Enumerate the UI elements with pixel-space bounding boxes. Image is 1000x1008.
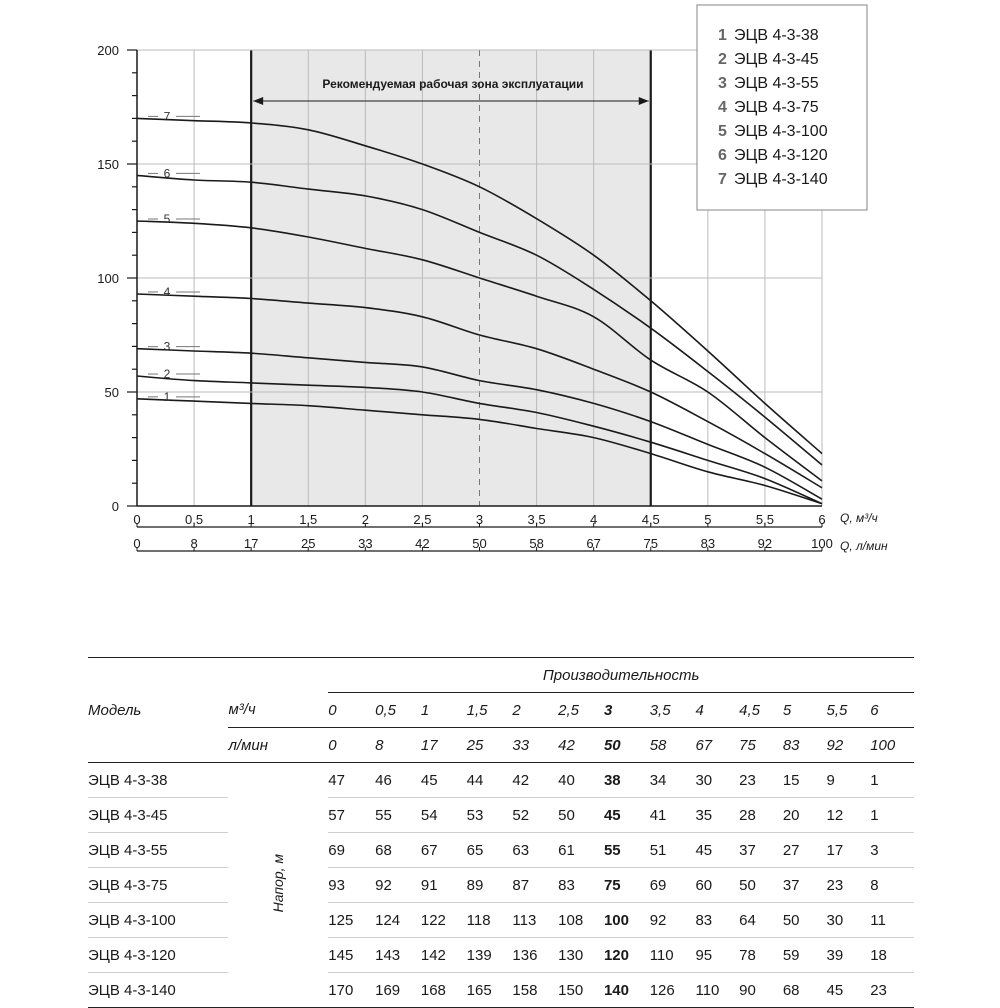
row-model: ЭЦВ 4-3-100: [88, 903, 228, 938]
table-cell: 92: [375, 868, 421, 903]
x-axis-label-m3h: Q, м³/ч: [840, 511, 878, 525]
table-cell: 42: [512, 763, 558, 798]
table-cell: 75: [604, 868, 650, 903]
table-cell: 130: [558, 938, 604, 973]
flow-m3h-cell: 1: [420, 701, 430, 719]
x-tick-label-lmin: 92: [757, 536, 773, 551]
legend-number: 7: [718, 171, 727, 188]
unit-lmin: л/мин: [228, 728, 328, 763]
flow-lmin-cell: 8: [375, 728, 421, 763]
table-cell: 100: [604, 903, 650, 938]
table-cell: 53: [467, 798, 513, 833]
header-spacer: [88, 658, 228, 693]
x-tick-label-m3h: 6: [818, 512, 826, 527]
table-cell: 50: [558, 798, 604, 833]
table-cell: 169: [375, 973, 421, 1008]
legend-number: 3: [718, 75, 727, 92]
legend-entry: ЭЦВ 4-3-45: [734, 51, 819, 68]
table-cell: 122: [421, 903, 467, 938]
table-cell: 67: [421, 833, 467, 868]
y-tick-label: 50: [104, 385, 119, 400]
table-cell: 90: [739, 973, 783, 1008]
x-tick-label-lmin: 83: [700, 536, 716, 551]
x-tick-label-m3h: 4,5: [641, 512, 660, 527]
table-cell: 136: [512, 938, 558, 973]
legend-entry: ЭЦВ 4-3-55: [734, 75, 819, 92]
x-tick-label-lmin: 17: [243, 536, 259, 551]
table-cell: 34: [650, 763, 696, 798]
table-cell: 27: [783, 833, 827, 868]
table-cell: 68: [783, 973, 827, 1008]
table-cell: 69: [650, 868, 696, 903]
flow-lmin-cell: 58: [650, 728, 696, 763]
table-cell: 110: [695, 973, 739, 1008]
flow-m3h-cell: 5,5: [826, 701, 848, 719]
table-cell: 45: [604, 798, 650, 833]
table-cell: 165: [467, 973, 513, 1008]
curve-label-3: 3: [163, 339, 171, 354]
table-cell: 50: [783, 903, 827, 938]
legend-number: 6: [718, 147, 727, 164]
x-tick-label-m3h: 5,5: [755, 512, 774, 527]
y-tick-label: 100: [97, 271, 119, 286]
table-cell: 143: [375, 938, 421, 973]
flow-m3h-cell: 4: [695, 701, 704, 719]
flow-m3h-cell: 2: [512, 701, 521, 719]
x-tick-label-m3h: 5: [704, 512, 712, 527]
x-tick-label-m3h: 0,5: [185, 512, 204, 527]
curve-label-4: 4: [163, 284, 171, 299]
napor-cell: [228, 763, 328, 1008]
table-cell: 45: [827, 973, 871, 1008]
flow-lmin-cell: 17: [421, 728, 467, 763]
row-model: ЭЦВ 4-3-55: [88, 833, 228, 868]
table-cell: 68: [375, 833, 421, 868]
table-cell: 28: [739, 798, 783, 833]
table-cell: 44: [467, 763, 513, 798]
table-cell: 69: [328, 833, 375, 868]
legend-number: 2: [718, 51, 727, 68]
flow-lmin-cell: 25: [467, 728, 513, 763]
table-cell: 50: [739, 868, 783, 903]
x-tick-label-lmin: 25: [301, 536, 316, 551]
header-spacer: [228, 658, 328, 693]
table-cell: 150: [558, 973, 604, 1008]
table-cell: 55: [375, 798, 421, 833]
table-row: [88, 833, 914, 868]
table-cell: 55: [604, 833, 650, 868]
flow-lmin-cell: 33: [512, 728, 558, 763]
table-cell: 63: [512, 833, 558, 868]
flow-lmin-cell: 50: [604, 728, 650, 763]
table-row: [88, 973, 914, 1008]
table-cell: 15: [783, 763, 827, 798]
flow-m3h-cell: 0: [328, 701, 337, 719]
table-cell: 46: [375, 763, 421, 798]
flow-m3h-cell: 5: [782, 701, 792, 719]
table-cell: 145: [328, 938, 375, 973]
table-cell: 83: [558, 868, 604, 903]
table-cell: 120: [604, 938, 650, 973]
table-cell: 41: [650, 798, 696, 833]
table-cell: 124: [375, 903, 421, 938]
x-tick-label-lmin: 0: [133, 536, 141, 551]
table-cell: 23: [827, 868, 871, 903]
legend-entry: ЭЦВ 4-3-75: [734, 99, 819, 116]
legend-entry: ЭЦВ 4-3-120: [734, 147, 828, 164]
table-row: [88, 868, 914, 903]
flow-m3h-cell: 3,5: [649, 701, 671, 719]
table-cell: 140: [604, 973, 650, 1008]
table-cell: 20: [783, 798, 827, 833]
table-cell: 1: [870, 763, 914, 798]
table-cell: 17: [827, 833, 871, 868]
table-cell: 142: [421, 938, 467, 973]
flow-m3h-cell: 2,5: [558, 701, 580, 719]
table-row: [88, 798, 914, 833]
table-cell: 40: [558, 763, 604, 798]
header-spacer: [88, 728, 228, 763]
table-cell: 51: [650, 833, 696, 868]
table-cell: 57: [328, 798, 375, 833]
table-title: Производительность: [328, 658, 914, 693]
x-tick-label-lmin: 42: [415, 536, 430, 551]
legend-entry: ЭЦВ 4-3-100: [734, 123, 828, 140]
table-cell: 61: [558, 833, 604, 868]
flow-lmin-cell: 92: [827, 728, 871, 763]
table-cell: 64: [739, 903, 783, 938]
row-model: ЭЦВ 4-3-45: [88, 798, 228, 833]
table-cell: 83: [695, 903, 739, 938]
flow-m3h-cell: 6: [870, 701, 879, 719]
y-tick-label: 150: [97, 157, 119, 172]
table-cell: 91: [421, 868, 467, 903]
x-tick-label-m3h: 4: [590, 512, 598, 527]
table-cell: 8: [870, 868, 914, 903]
flow-lmin-cell: 75: [739, 728, 783, 763]
table-cell: 78: [739, 938, 783, 973]
legend-number: 4: [718, 99, 727, 116]
x-tick-label-m3h: 1,5: [299, 512, 318, 527]
table-cell: 9: [827, 763, 871, 798]
table-cell: 168: [421, 973, 467, 1008]
table-cell: 30: [827, 903, 871, 938]
x-tick-label-lmin: 33: [358, 536, 373, 551]
table-header-row: [88, 728, 914, 763]
x-tick-label-m3h: 3: [475, 512, 484, 527]
legend-entry: ЭЦВ 4-3-38: [734, 27, 819, 44]
legend-number: 1: [718, 27, 727, 44]
unit-m3h: м³/ч: [228, 701, 256, 719]
curve-label-6: 6: [163, 166, 171, 181]
table-header-row: [88, 658, 914, 693]
table-cell: 65: [467, 833, 513, 868]
row-model: ЭЦВ 4-3-75: [88, 868, 228, 903]
x-tick-label-lmin: 58: [529, 536, 544, 551]
flow-lmin-cell: 0: [328, 728, 375, 763]
table-cell: 37: [739, 833, 783, 868]
curve-label-5: 5: [163, 212, 171, 226]
table-cell: 118: [467, 903, 513, 938]
table-cell: 170: [328, 973, 375, 1008]
curve-label-1: 1: [163, 389, 171, 404]
flow-m3h-cell: 3: [603, 701, 613, 719]
table-cell: 54: [421, 798, 467, 833]
table-cell: 126: [650, 973, 696, 1008]
table-cell: 59: [783, 938, 827, 973]
row-model: ЭЦВ 4-3-38: [88, 763, 228, 798]
table-cell: 158: [512, 973, 558, 1008]
table-cell: 3: [870, 833, 914, 868]
table-cell: 1: [870, 798, 914, 833]
model-header: Модель: [88, 701, 142, 719]
flow-lmin-cell: 83: [783, 728, 827, 763]
table-cell: 45: [421, 763, 467, 798]
table-cell: 23: [870, 973, 914, 1008]
table-cell: 47: [328, 763, 375, 798]
table-cell: 30: [695, 763, 739, 798]
table-header-row: [88, 693, 914, 728]
table-cell: 87: [512, 868, 558, 903]
table-cell: 95: [695, 938, 739, 973]
curve-label-7: 7: [163, 109, 171, 124]
table-cell: 125: [328, 903, 375, 938]
x-tick-label-lmin: 8: [190, 536, 198, 551]
table-cell: 38: [604, 763, 650, 798]
table-cell: 60: [695, 868, 739, 903]
x-tick-label-m3h: 2: [361, 512, 369, 527]
table-cell: 93: [328, 868, 375, 903]
x-tick-label-lmin: 67: [586, 536, 601, 551]
curve-label-2: 2: [163, 367, 171, 382]
table-cell: 37: [783, 868, 827, 903]
y-tick-label: 200: [97, 43, 119, 58]
y-tick-label: 0: [111, 499, 119, 514]
table-cell: 89: [467, 868, 513, 903]
row-model: ЭЦВ 4-3-140: [88, 973, 228, 1008]
x-tick-label-lmin: 75: [643, 536, 658, 551]
x-tick-label-m3h: 2,5: [413, 512, 432, 527]
x-tick-label-lmin: 50: [472, 536, 487, 551]
flow-lmin-cell: 67: [695, 728, 739, 763]
table-cell: 52: [512, 798, 558, 833]
table-cell: 108: [558, 903, 604, 938]
zone-label: Рекомендуемая рабочая зона эксплуатации: [322, 77, 584, 91]
flow-lmin-cell: 100: [870, 728, 914, 763]
legend-entry: ЭЦВ 4-3-140: [734, 171, 828, 188]
x-tick-label-m3h: 3,5: [527, 512, 546, 527]
x-tick-label-m3h: 0: [133, 512, 141, 527]
table-cell: 11: [870, 903, 914, 938]
x-tick-label-m3h: 1: [247, 512, 255, 527]
table-cell: 12: [827, 798, 871, 833]
table-cell: 39: [827, 938, 871, 973]
napor-label: Напор, м: [270, 853, 287, 913]
row-model: ЭЦВ 4-3-120: [88, 938, 228, 973]
x-tick-label-lmin: 100: [811, 536, 833, 551]
legend-number: 5: [718, 123, 727, 140]
performance-table: [88, 657, 914, 1008]
table-cell: 92: [650, 903, 696, 938]
performance-table-wrap: [88, 657, 914, 1008]
flow-m3h-cell: 0,5: [375, 701, 396, 719]
table-row: [88, 938, 914, 973]
table-row: [88, 763, 914, 798]
legend-layer: [697, 5, 867, 210]
table-cell: 18: [870, 938, 914, 973]
table-cell: 113: [512, 903, 558, 938]
flow-m3h-cell: 4,5: [739, 701, 761, 719]
table-row: [88, 903, 914, 938]
table-cell: 110: [650, 938, 696, 973]
flow-m3h-cell: 1,5: [466, 701, 488, 719]
table-cell: 35: [695, 798, 739, 833]
table-cell: 23: [739, 763, 783, 798]
x-axis-label-lmin: Q, л/мин: [840, 539, 888, 553]
table-cell: 45: [695, 833, 739, 868]
flow-lmin-cell: 42: [558, 728, 604, 763]
table-cell: 139: [467, 938, 513, 973]
